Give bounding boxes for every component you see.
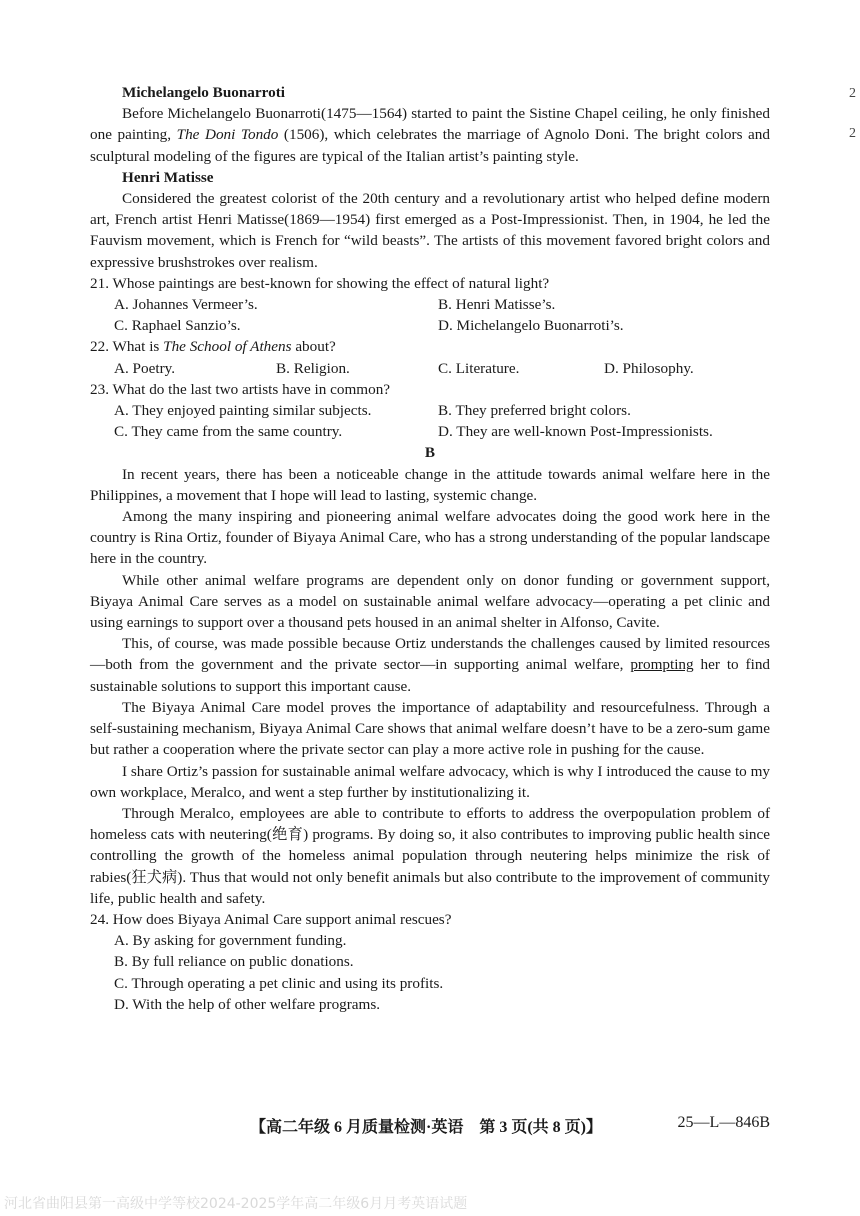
option-b: B. Henri Matisse’s. [438, 296, 556, 314]
question-stem: 23. What do the last two artists have in common? [90, 380, 391, 398]
option-c: C. Literature. [438, 359, 520, 377]
watermark: 河北省曲阳县第一高级中学等校2024-2025学年高二年级6月月考英语试题 [4, 1196, 468, 1212]
option-c: C. Raphael Sanzio’s. [114, 317, 241, 335]
question-stem: 24. How does Biyaya Animal Care support animal rescues? [90, 910, 452, 928]
paragraph-b2: Among the many inspiring and pioneering animal welfare advocates doing the good work here in the country is Rina Ortiz, founder of Biyaya Animal Care, who has a strong understanding of the popular landscape here in the country. [90, 508, 770, 568]
option-b: B. By full reliance on public donations. [114, 953, 354, 971]
option-row [90, 400, 770, 421]
paragraph-text: This, of course, was made possible because Ortiz understands the challenges caused by limited resources—both from the government and the private sector—in supporting animal welfare, [90, 635, 770, 674]
artwork-title: The Doni Tondo [176, 126, 279, 144]
artwork-title: The School of Athens [163, 338, 292, 356]
option-row [90, 421, 770, 442]
paragraph-b5: The Biyaya Animal Care model proves the importance of adaptability and resourcefulness. Through a self-sustaining mechanism, Biyaya Animal Care shows that animal welfare doesn’t have to be a zero-sum game but rather a cooperation where the private sector can play a more active role in pushing for the cause. [90, 698, 770, 759]
paragraph-b3: While other animal welfare programs are dependent only on donor funding or government support, Biyaya Animal Care serves as a model on sustainable animal welfare advocacy—operating a pet clinic and using earnings to support over a thousand pets housed in an animal shelter in Alfonso, Cavite. [90, 571, 770, 632]
option-c: C. Through operating a pet clinic and using its profits. [114, 974, 444, 992]
option-d: D. With the help of other welfare programs. [114, 995, 381, 1013]
option-a: A. Poetry. [114, 359, 176, 377]
paragraph-text: Before Michelangelo Buonarroti(1475—1564) started to paint the Sistine Chapel ceiling, he only finished one painting, [90, 105, 770, 144]
paragraph-b4 [90, 633, 770, 697]
question-stem [90, 336, 770, 357]
section-heading-michelangelo: Michelangelo Buonarroti [122, 84, 285, 101]
option-a: A. By asking for government funding. [114, 932, 347, 950]
paragraph-matisse: Considered the greatest colorist of the 20th century and a revolutionary artist who helped define modern art, French artist Henri Matisse(1869—1954) first emerged as a Post-Impressionist. Then, in 1904, he led the Fauvism movement, which is French for “wild beasts”. The artists of this movement favored bright colors and expressive brushstrokes over realism. [90, 190, 770, 271]
paragraph-b1: In recent years, there has been a noticeable change in the attitude towards animal welfare here in the Philippines, a movement that I hope will lead to lasting, systemic change. [90, 465, 770, 504]
option-row [90, 294, 770, 315]
option-d: D. Michelangelo Buonarroti’s. [438, 317, 624, 335]
section-label-b: B [424, 444, 436, 462]
paragraph-text: (1506), which celebrates the marriage of Agnolo Doni. The bright colors and sculptural modeling of the figures are typical of the Italian artist’s painting style. [90, 126, 770, 165]
paragraph-b7: Through Meralco, employees are able to contribute to efforts to address the overpopulation problem of homeless cats with neutering(绝育) programs. By doing so, it also contributes to improving public health since controlling the growth of the homeless animal population through neutering helps minimize the risk of rabies(狂犬病). Thus that would not only benefit animals but also contribute to the improvement of community life, public health and safety. [90, 804, 770, 907]
question-24 [90, 909, 770, 1015]
option-d: D. Philosophy. [604, 359, 694, 377]
margin-mark-second: 2 [849, 126, 856, 141]
section-heading-matisse: Henri Matisse [122, 168, 214, 186]
page-content [90, 82, 770, 1015]
option-c: C. They came from the same country. [114, 423, 343, 441]
footer-label: 【高二年级 6 月质量检测·英语 第 3 页(共 8 页)】 [250, 1119, 602, 1136]
option-b: B. They preferred bright colors. [438, 402, 631, 420]
question-22 [90, 336, 770, 378]
option-a: A. Johannes Vermeer’s. [114, 296, 258, 314]
margin-mark-top: 2 [849, 86, 856, 101]
stem-text: about? [291, 338, 336, 356]
option-a: A. They enjoyed painting similar subjects. [114, 402, 372, 420]
question-stem: 21. Whose paintings are best-known for showing the effect of natural light? [90, 274, 550, 292]
option-b: B. Religion. [276, 359, 350, 377]
paragraph-michelangelo [90, 103, 770, 167]
page-footer [250, 1114, 770, 1137]
paragraph-text: her to find sustainable solutions to support this important cause. [90, 656, 771, 695]
underlined-word: prompting [630, 656, 694, 674]
question-23 [90, 379, 770, 443]
stem-text: 22. What is [90, 338, 164, 356]
exam-code: 25—L—846B [677, 1114, 770, 1131]
paragraph-b6: I share Ortiz’s passion for sustainable animal welfare advocacy, which is why I introduced the cause to my own workplace, Meralco, and went a step further by institutionalizing it. [90, 762, 770, 801]
option-d: D. They are well-known Post-Impressionists. [438, 423, 713, 441]
option-row [90, 315, 770, 336]
option-row [90, 358, 770, 379]
question-21 [90, 273, 770, 337]
